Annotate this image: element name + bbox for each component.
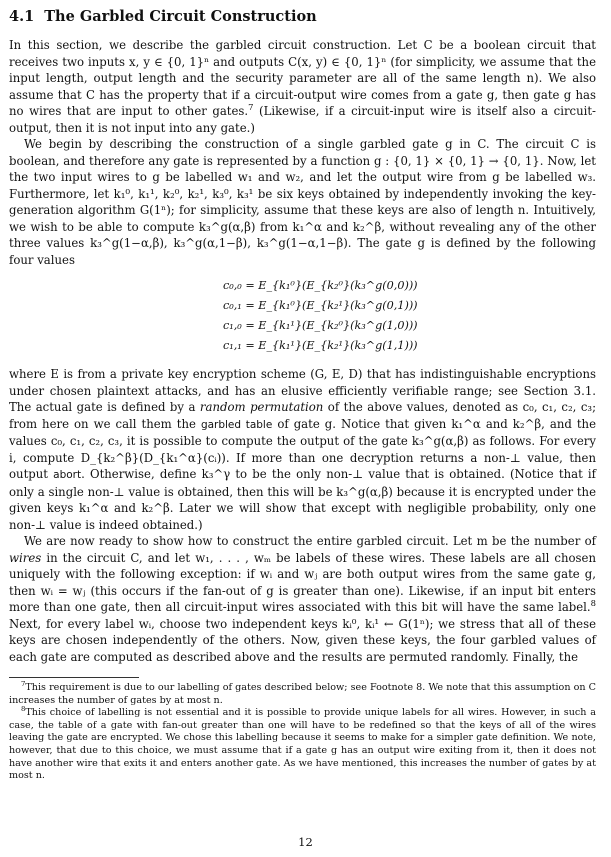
footnote-7 xyxy=(9,679,596,707)
paragraph-entire-circuit xyxy=(9,533,596,665)
section-title: The Garbled Circuit Construction xyxy=(44,8,317,25)
footnote-7-mark: 7 xyxy=(21,679,26,688)
paragraph-single-gate: We begin by describing the construction of a single garbled gate g in C. The circuit C is boolean, and therefore any gate is represented by a function g : {0, 1} × {0, 1} → {0, 1}. Now, let the two input wires to g be labelled w₁ and w₂, and let the output wire from g be labelled w₃. Furthermore, let k₁⁰, k₁¹, k₂⁰, k₂¹, k₃⁰, k₃¹ be six keys obtained by independently invoking the key-generation algorithm G(1ⁿ); for simplicity, assume that these keys are also of length n. Intuitively, we wish to be able to compute k₃^g(α,β) from k₁^α and k₂^β, without revealing any of the other three values k₃^g(1−α,β), k₃^g(α,1−β), k₃^g(1−α,1−β). The gate g is defined by the following four values xyxy=(9,137,596,267)
term-garbled-table: garbled table xyxy=(200,418,273,431)
footnote-ref-8: 8 xyxy=(590,598,596,609)
paragraph-garbled-table xyxy=(9,366,596,533)
emphasis-random-permutation: random permutation xyxy=(199,400,324,414)
garbled-table-text-b: of the above values, denoted as c₀, c₁, c₂, c₃; from here on we call them the xyxy=(9,400,597,431)
footnote-8 xyxy=(9,707,596,783)
footnote-8-mark: 8 xyxy=(21,705,26,713)
equation-c11: c₁,₁ = E_{k₁¹}(E_{k₂¹}(k₃^g(1,1))) xyxy=(223,339,418,352)
garbled-table-text-a: where E is from a private key encryption scheme (G, E, D) that has indistinguishable encryptions under chosen plaintext attacks, and has an elusive efficiently verifiable range; see Section 3.1. The actual gate is defined by a xyxy=(9,367,596,414)
equation-c01: c₀,₁ = E_{k₁⁰}(E_{k₂¹}(k₃^g(0,1))) xyxy=(223,299,418,312)
paper-page xyxy=(9,8,596,783)
entire-circuit-text-c: Next, for every label wᵢ, choose two independent keys kᵢ⁰, kᵢ¹ ← G(1ⁿ); we stress that all of these keys are chosen independently of the others. Now, given these keys, the four garbled values of each gate are computed as described above and the results are permuted randomly. Finally, the xyxy=(9,616,596,664)
footnote-7-text: This requirement is due to our labelling of gates described below; see Footnote 8. We note that this assumption on C increases the number of gates by at most n. xyxy=(9,682,596,706)
entire-circuit-text-b: in the circuit C, and let w₁, . . . , wₘ be labels of these wires. These labels are all chosen uniquely with the following exception: if wᵢ and wⱼ are both output wires from the same gate g, then wᵢ = wⱼ (this occurs if the fan-out of g is greater than one). Likewise, if an input bit enters more than one gate, then all circuit-input wires associated with this bit will have the same label. xyxy=(9,550,596,614)
paragraph-intro-text-a: In this section, we describe the garbled circuit construction. Let C be a boolean circuit that receives two inputs x, y ∈ {0, 1}ⁿ and outputs C(x, y) ∈ {0, 1}ⁿ (for simplicity, we assume that the input length, output length and the security parameter are all of the same length n). We also assume that C has the property that if a circuit-output wire comes from a gate g, then gate g has no wires that are input to other gates. xyxy=(9,38,596,118)
garbled-table-text-d: . Otherwise, define k₃^γ to be the only non-⊥ value that is obtained. (Notice that if only a single non-⊥ value is obtained, then this will be k₃^g(α,β) because it is encrypted under the given keys k₁^α and k₂^β. Later we will show that except with negligible probability, only one non-⊥ value is indeed obtained.) xyxy=(9,467,597,532)
paragraph-intro-text-b: (Likewise, if a circuit-input wire is itself also a circuit-output, then it is not input into any gate.) xyxy=(9,104,597,135)
entire-circuit-text-a: We are now ready to show how to construct the entire garbled circuit. Let m be the number of xyxy=(24,534,596,548)
footnote-ref-7: 7 xyxy=(248,102,254,113)
garbled-table-text-c: of gate g. Notice that given k₁^α and k₂^β, and the values c₀, c₁, c₂, c₃, it is possible to compute the output of the gate k₃^g(α,β) as follows. For every i, compute D_{k₂^β}(D_{k₁^α}(cᵢ)). If more than one decryption returns a non-⊥ value, then output xyxy=(9,416,596,481)
term-abort: abort xyxy=(53,469,82,481)
footnote-divider xyxy=(9,677,139,678)
equation-c10: c₁,₀ = E_{k₁¹}(E_{k₂⁰}(k₃^g(1,0))) xyxy=(223,319,418,332)
section-number: 4.1 xyxy=(9,8,35,25)
page-number: 12 xyxy=(298,835,313,849)
emphasis-wires: wires xyxy=(9,550,42,565)
equation-block xyxy=(223,276,596,356)
paragraph-intro xyxy=(9,37,596,136)
equation-c00: c₀,₀ = E_{k₁⁰}(E_{k₂⁰}(k₃^g(0,0))) xyxy=(223,279,418,292)
section-heading xyxy=(9,8,596,25)
footnote-8-text: This choice of labelling is not essential and it is possible to provide unique labels for all wires. However, in such a case, the table of a gate with fan-out greater than one will have to be redefined so that the keys of all of the wires leaving the gate are encrypted. We chose this labelling because it seems to make for a simpler gate definition. We note, however, that due to this choice, we must assume that if a gate g has an output wire exiting from it, then it does not have another wire that exits it and enters another gate. As we have mentioned, this increases the number of gates by at most n. xyxy=(9,707,596,782)
